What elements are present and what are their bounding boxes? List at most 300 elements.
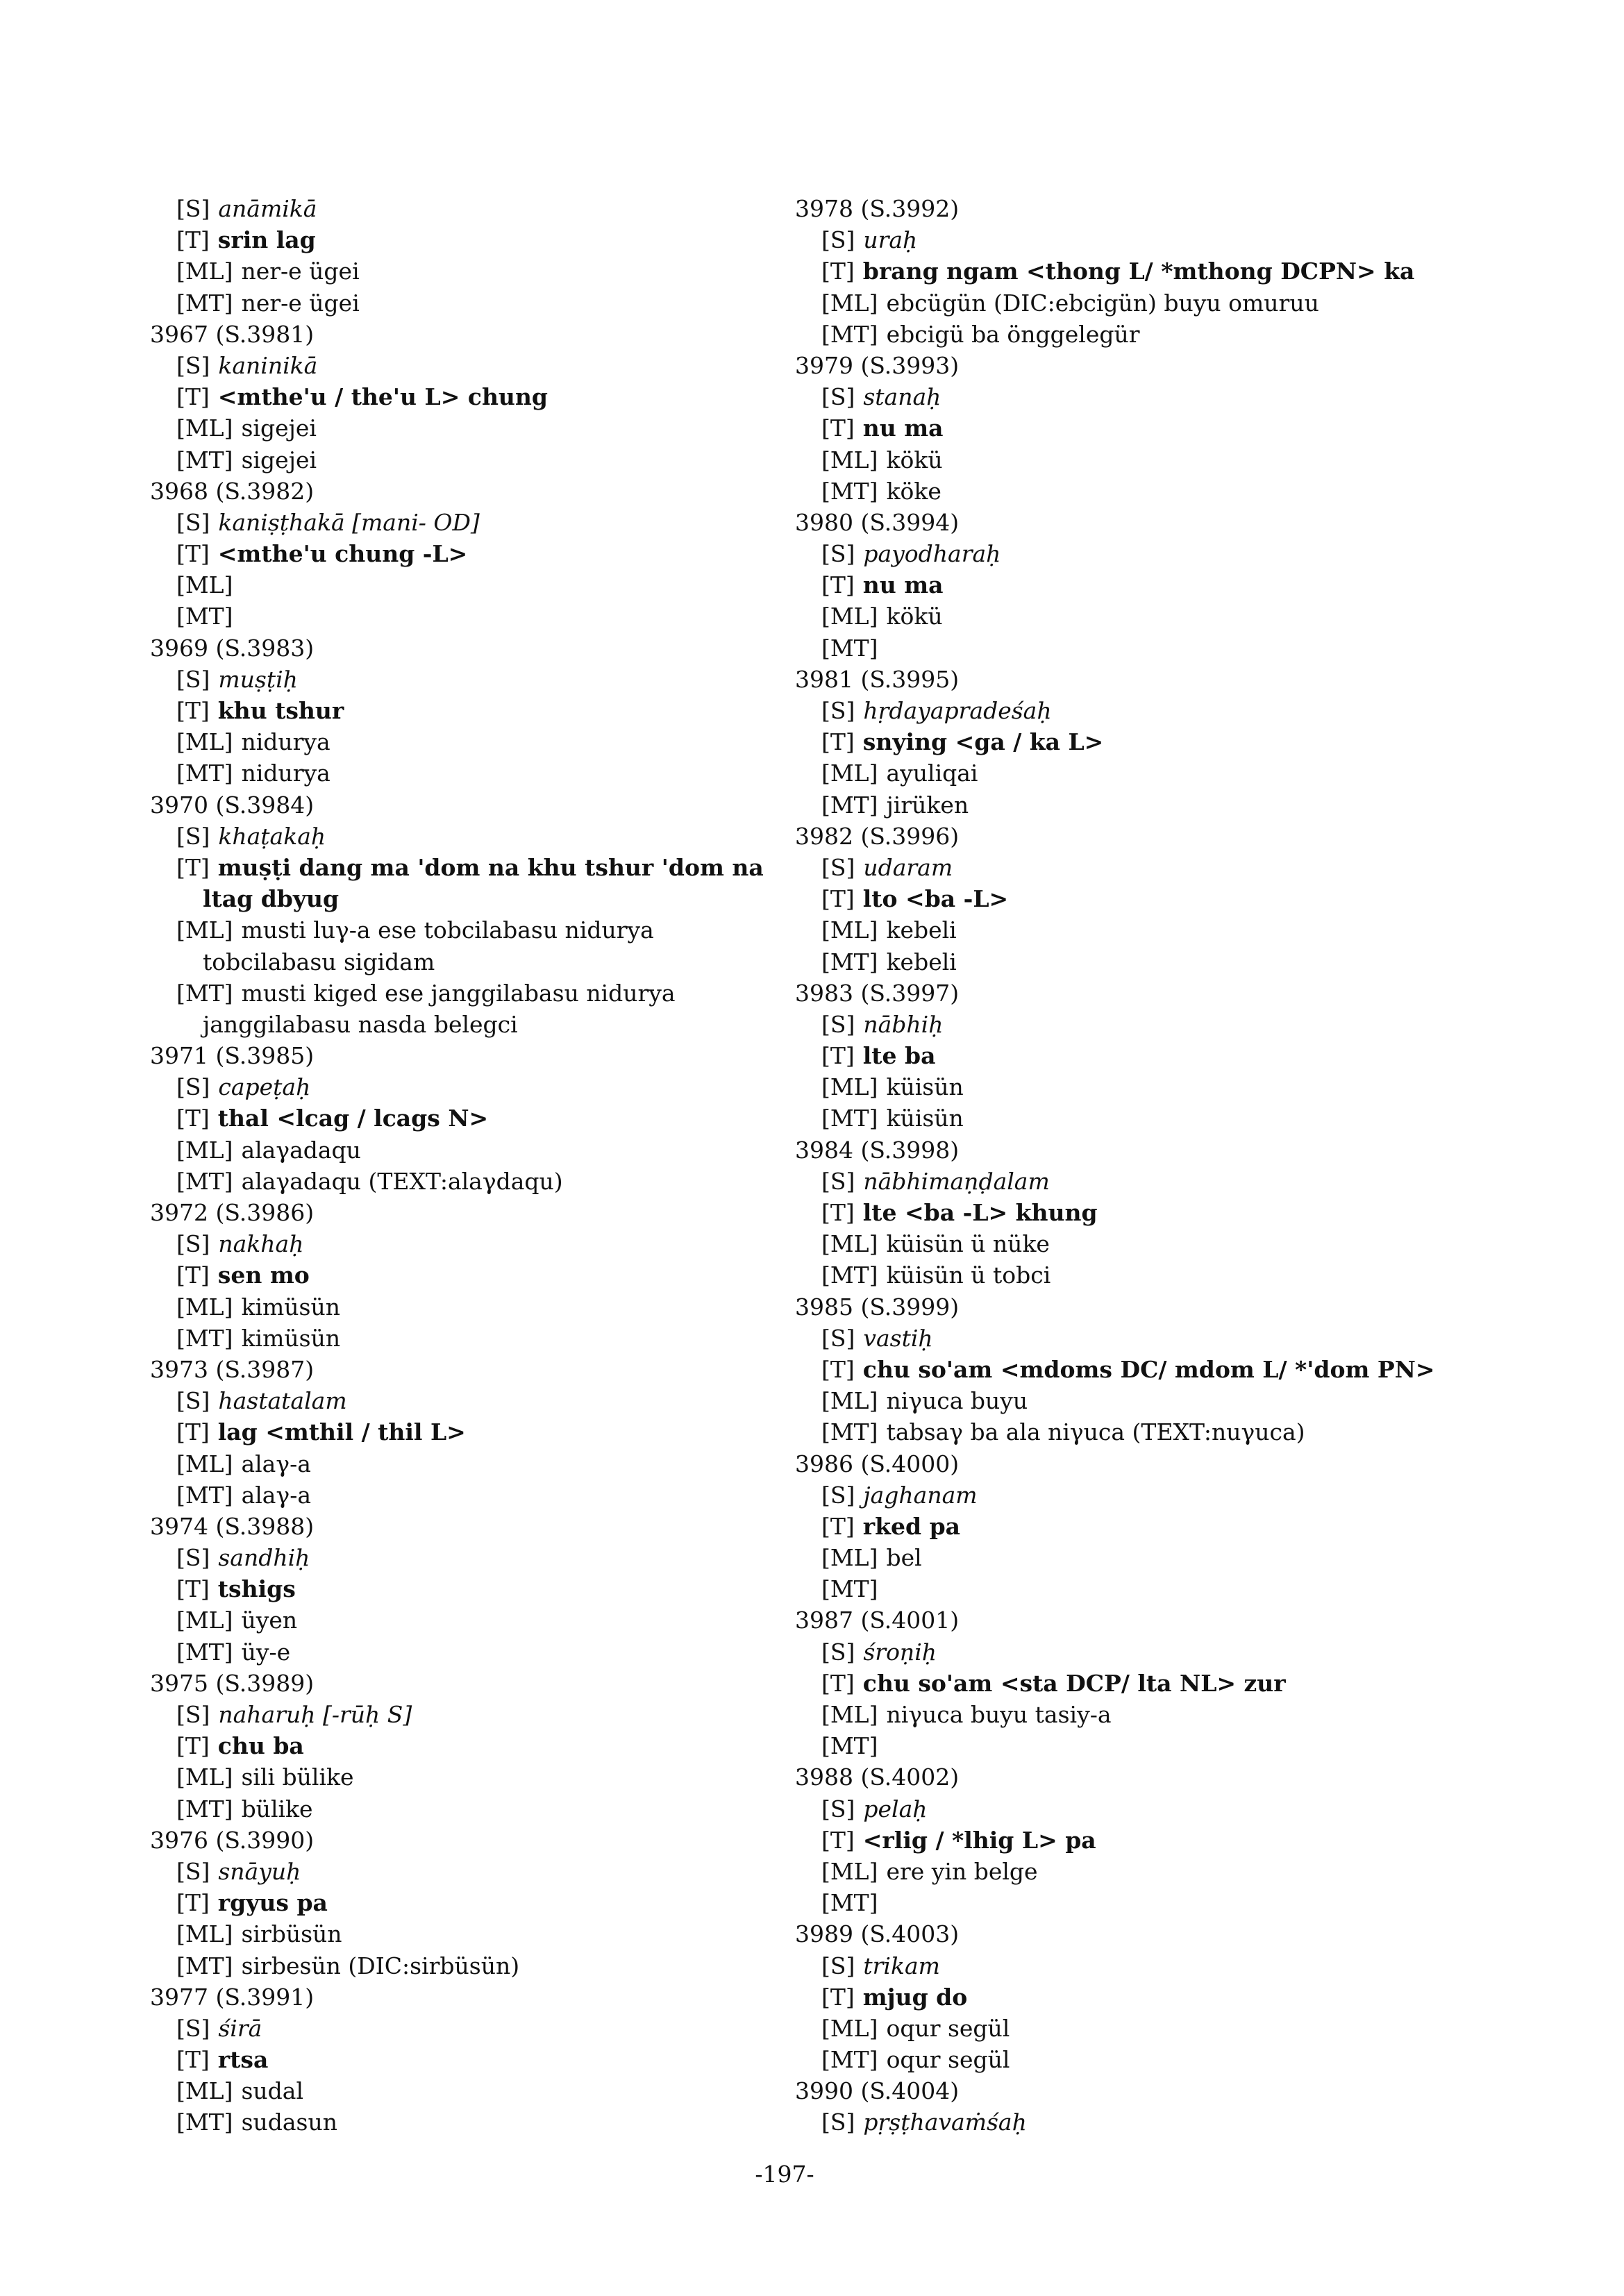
field-line xyxy=(795,1259,1489,1291)
field-value: uraḥ xyxy=(863,226,918,254)
entry-number: 3971 (S.3985) xyxy=(150,1042,315,1070)
field-line xyxy=(150,444,844,476)
field-tag: [MT] xyxy=(176,1638,233,1666)
field-value: niγuca buyu tasiy-a xyxy=(886,1701,1112,1728)
field-value: sigejei xyxy=(241,446,317,474)
entry-number: 3986 (S.4000) xyxy=(795,1450,960,1477)
field-tag: [ML] xyxy=(821,1073,878,1101)
field-value: küisün xyxy=(886,1073,964,1101)
field-tag: [MT] xyxy=(176,1952,233,1979)
field-line xyxy=(795,1636,1489,1668)
field-tag: [S] xyxy=(176,1387,210,1415)
entry-number: 3976 (S.3990) xyxy=(150,1826,315,1854)
field-tag: [S] xyxy=(176,1230,210,1258)
entry-number: 3984 (S.3998) xyxy=(795,1136,960,1164)
field-tag: [T] xyxy=(176,1889,210,1917)
field-value: ere yin belge xyxy=(886,1857,1038,1885)
entry-number: 3988 (S.4002) xyxy=(795,1763,960,1791)
field-line xyxy=(795,1730,1489,1761)
field-value: mjug do xyxy=(862,1983,968,2011)
field-line xyxy=(795,1354,1489,1385)
field-value: śroṇiḥ xyxy=(863,1638,937,1666)
field-value: nābhimaṇḍalam xyxy=(863,1167,1050,1195)
field-line xyxy=(150,224,844,255)
field-tag: [S] xyxy=(821,1952,855,1979)
field-line xyxy=(795,1887,1489,1918)
field-line xyxy=(795,476,1489,507)
field-line xyxy=(150,1604,844,1636)
field-line xyxy=(795,1981,1489,2013)
field-line xyxy=(150,350,844,381)
field-line xyxy=(795,1511,1489,1542)
field-tag: [ML] xyxy=(176,1293,233,1321)
field-line xyxy=(150,287,844,319)
entry-number: 3985 (S.3999) xyxy=(795,1293,960,1321)
field-line xyxy=(795,883,1489,914)
field-continuation: ltag dbyug xyxy=(203,885,340,913)
field-tag: [S] xyxy=(176,1544,210,1572)
field-line xyxy=(150,978,844,1009)
field-line xyxy=(795,1480,1489,1511)
field-tag: [T] xyxy=(821,728,855,756)
field-line xyxy=(795,852,1489,883)
field-tag: [MT] xyxy=(821,2046,878,2074)
field-tag: [T] xyxy=(176,697,210,724)
field-line xyxy=(150,255,844,287)
entry-number: 3981 (S.3995) xyxy=(795,665,960,693)
field-value: ner-e ügei xyxy=(241,258,360,285)
field-value: khaṭakaḥ xyxy=(218,822,326,850)
field-tag: [T] xyxy=(176,1105,210,1132)
left-column xyxy=(150,193,844,2138)
field-tag: [S] xyxy=(821,540,855,568)
field-tag: [T] xyxy=(176,1262,210,1289)
field-tag: [ML] xyxy=(821,1857,878,1885)
field-value: khu tshur xyxy=(217,697,344,724)
field-line xyxy=(150,1228,844,1259)
field-line xyxy=(795,1542,1489,1573)
field-value: oqur segül xyxy=(886,2046,1010,2074)
field-line xyxy=(795,381,1489,412)
field-continuation: janggilabasu nasda belegci xyxy=(203,1010,518,1038)
field-line xyxy=(150,2106,844,2138)
field-value: sandhiḥ xyxy=(218,1544,310,1572)
field-tag: [MT] xyxy=(176,1167,233,1195)
field-value: kimüsün xyxy=(241,1293,340,1321)
field-tag: [MT] xyxy=(176,760,233,787)
field-line xyxy=(795,569,1489,601)
field-line xyxy=(150,1416,844,1448)
field-line xyxy=(795,412,1489,444)
field-tag: [MT] xyxy=(821,634,878,662)
field-line xyxy=(150,2075,844,2106)
entry-number: 3983 (S.3997) xyxy=(795,979,960,1007)
field-tag: [MT] xyxy=(821,1575,878,1603)
field-value: bel xyxy=(886,1544,922,1572)
field-tag: [ML] xyxy=(821,1230,878,1258)
field-line xyxy=(795,695,1489,726)
field-value: thal <lcag / lcags N> xyxy=(217,1105,489,1132)
field-tag: [ML] xyxy=(821,1701,878,1728)
field-tag: [ML] xyxy=(176,1607,233,1634)
field-value: musti kiged ese janggilabasu niduryа xyxy=(241,979,676,1007)
field-line xyxy=(795,946,1489,978)
field-value: rgyus pa xyxy=(217,1889,328,1917)
field-tag: [S] xyxy=(176,1073,210,1101)
page-number: -197- xyxy=(755,2161,814,2188)
field-line xyxy=(150,1730,844,1761)
field-value: üy-e xyxy=(241,1638,291,1666)
field-line xyxy=(795,1699,1489,1730)
field-line xyxy=(150,1573,844,1604)
field-tag: [MT] xyxy=(176,1324,233,1352)
entry-number: 3969 (S.3983) xyxy=(150,634,315,662)
field-value: payodharaḥ xyxy=(863,540,1001,568)
field-tag: [T] xyxy=(821,258,855,285)
field-tag: [ML] xyxy=(176,916,233,944)
field-line xyxy=(150,193,844,224)
field-line xyxy=(150,852,844,883)
field-value: niduryа xyxy=(241,728,330,756)
field-tag: [ML] xyxy=(821,916,878,944)
field-value: kebeli xyxy=(886,916,957,944)
field-tag: [ML] xyxy=(176,571,233,599)
field-value: kaniṣṭhakā [mani- OD] xyxy=(218,508,480,536)
field-tag: [T] xyxy=(821,571,855,599)
field-value: muṣṭiḥ xyxy=(218,665,298,693)
field-line xyxy=(150,664,844,695)
field-line xyxy=(150,1259,844,1291)
field-tag: [MT] xyxy=(176,603,233,630)
field-value: anāmikā xyxy=(218,195,317,222)
field-line xyxy=(795,1040,1489,1071)
field-tag: [MT] xyxy=(821,1262,878,1289)
field-tag: [S] xyxy=(821,697,855,724)
field-line xyxy=(795,914,1489,946)
field-tag: [T] xyxy=(821,1669,855,1697)
field-line xyxy=(795,1825,1489,1856)
field-value: jaghanam xyxy=(863,1481,978,1509)
field-line xyxy=(795,287,1489,319)
field-line xyxy=(795,757,1489,789)
field-value: udaram xyxy=(863,853,953,881)
field-tag: [S] xyxy=(176,1701,210,1728)
field-value: stanaḥ xyxy=(863,383,941,411)
field-value: nu ma xyxy=(862,414,944,442)
field-value: pṛṣṭhavaṁśaḥ xyxy=(863,2109,1027,2136)
field-line xyxy=(150,538,844,569)
field-line xyxy=(795,1385,1489,1416)
field-tag: [ML] xyxy=(176,1450,233,1477)
field-value: śirā xyxy=(218,2014,262,2042)
field-value: hṛdayapradeśaḥ xyxy=(863,697,1052,724)
field-line xyxy=(150,1636,844,1668)
field-value: muṣṭi dang ma 'dom na khu tshur 'dom na xyxy=(217,853,764,881)
field-value: capeṭaḥ xyxy=(218,1073,311,1101)
field-tag: [ML] xyxy=(821,603,878,630)
field-value: <mthe'u chung -L> xyxy=(217,540,468,568)
field-tag: [MT] xyxy=(821,791,878,819)
field-value: alaγ-a xyxy=(241,1481,312,1509)
field-line xyxy=(150,1071,844,1103)
field-tag: [MT] xyxy=(176,289,233,317)
field-tag: [ML] xyxy=(821,2014,878,2042)
field-line xyxy=(150,821,844,852)
field-value: niduryа xyxy=(241,760,330,787)
field-line xyxy=(795,632,1489,664)
field-tag: [S] xyxy=(821,226,855,254)
field-line xyxy=(150,381,844,412)
entry-number: 3979 (S.3993) xyxy=(795,351,960,379)
field-value: brang ngam <thong L/ *mthong DCPN> ka xyxy=(862,258,1415,285)
field-line xyxy=(150,1918,844,1950)
field-value: srin lag xyxy=(217,226,316,254)
field-line xyxy=(150,1950,844,1981)
field-line xyxy=(795,1668,1489,1699)
field-line xyxy=(150,1699,844,1730)
field-value: sen mo xyxy=(217,1262,310,1289)
field-line xyxy=(150,1448,844,1480)
field-value: tshigs xyxy=(217,1575,296,1603)
field-tag: [S] xyxy=(176,195,210,222)
field-tag: [T] xyxy=(821,1042,855,1070)
field-line xyxy=(795,1166,1489,1197)
field-value: hastatalam xyxy=(218,1387,347,1415)
field-value: chu ba xyxy=(217,1732,304,1760)
entry-number: 3967 (S.3981) xyxy=(150,320,315,348)
field-value: ayuliqai xyxy=(886,760,978,787)
field-tag: [MT] xyxy=(821,477,878,505)
field-tag: [MT] xyxy=(176,446,233,474)
field-line xyxy=(150,1323,844,1354)
entry-number: 3968 (S.3982) xyxy=(150,477,315,505)
field-value: kebeli xyxy=(886,948,957,975)
field-value: tabsaγ ba ala niγuca (TEXT:nuγuca) xyxy=(886,1418,1305,1446)
field-line xyxy=(150,1793,844,1825)
field-value: <rlig / *lhig L> pa xyxy=(862,1826,1096,1854)
field-value: sudasun xyxy=(241,2109,337,2136)
field-value: kökü xyxy=(886,446,943,474)
entry-number: 3974 (S.3988) xyxy=(150,1512,315,1540)
field-line xyxy=(150,695,844,726)
field-value: trikam xyxy=(863,1952,940,1979)
field-tag: [MT] xyxy=(821,1105,878,1132)
field-tag: [S] xyxy=(821,1010,855,1038)
field-line xyxy=(150,569,844,601)
field-tag: [S] xyxy=(176,665,210,693)
field-line xyxy=(150,726,844,757)
field-tag: [S] xyxy=(821,1481,855,1509)
field-value: üyen xyxy=(241,1607,298,1634)
field-tag: [MT] xyxy=(176,1795,233,1822)
field-value: ner-e ügei xyxy=(241,289,360,317)
field-value: kökü xyxy=(886,603,943,630)
entry-number: 3989 (S.4003) xyxy=(795,1920,960,1948)
entry-number: 3980 (S.3994) xyxy=(795,508,960,536)
field-line xyxy=(795,2106,1489,2138)
field-tag: [ML] xyxy=(176,2077,233,2105)
field-tag: [T] xyxy=(821,1199,855,1226)
field-line xyxy=(795,1950,1489,1981)
field-tag: [T] xyxy=(821,414,855,442)
field-line xyxy=(150,507,844,538)
entry-number: 3990 (S.4004) xyxy=(795,2077,960,2105)
field-value: sirbesün (DIC:sirbüsün) xyxy=(241,1952,520,1979)
field-tag: [S] xyxy=(821,383,855,411)
field-tag: [S] xyxy=(176,351,210,379)
field-line xyxy=(150,1887,844,1918)
entry-number: 3978 (S.3992) xyxy=(795,195,960,222)
field-value: nu ma xyxy=(862,571,944,599)
field-value: sigejei xyxy=(241,414,317,442)
field-tag: [T] xyxy=(821,885,855,913)
field-line xyxy=(795,1573,1489,1604)
field-line xyxy=(795,1856,1489,1887)
field-tag: [ML] xyxy=(821,289,878,317)
field-line xyxy=(795,255,1489,287)
field-value: küisün xyxy=(886,1105,964,1132)
field-line xyxy=(150,1761,844,1793)
field-tag: [S] xyxy=(176,2014,210,2042)
field-tag: [MT] xyxy=(821,1418,878,1446)
field-line xyxy=(795,1323,1489,1354)
field-tag: [ML] xyxy=(821,446,878,474)
field-value: musti luγ-a ese tobcilabasu niduryа xyxy=(241,916,654,944)
field-line xyxy=(150,757,844,789)
field-line xyxy=(795,1103,1489,1134)
field-line xyxy=(795,1071,1489,1103)
field-value: alaγadaqu (TEXT:alaγdaqu) xyxy=(241,1167,563,1195)
field-tag: [T] xyxy=(176,853,210,881)
field-line xyxy=(795,601,1489,632)
field-tag: [ML] xyxy=(821,1544,878,1572)
field-line xyxy=(795,1228,1489,1259)
entry-number: 3987 (S.4001) xyxy=(795,1607,960,1634)
field-tag: [S] xyxy=(821,1167,855,1195)
field-tag: [T] xyxy=(176,1732,210,1760)
field-value: bülike xyxy=(241,1795,313,1822)
field-tag: [ML] xyxy=(176,1763,233,1791)
field-line xyxy=(795,1197,1489,1228)
field-value: kimüsün xyxy=(241,1324,341,1352)
field-tag: [S] xyxy=(176,1857,210,1885)
field-value: rtsa xyxy=(217,2046,269,2074)
field-value: pelaḥ xyxy=(863,1795,928,1822)
field-value: jirüken xyxy=(886,791,969,819)
field-line xyxy=(795,2013,1489,2044)
field-line xyxy=(150,412,844,444)
field-value: <mthe'u / the'u L> chung xyxy=(217,383,548,411)
field-tag: [T] xyxy=(176,540,210,568)
field-value: küisün ü tobci xyxy=(886,1262,1051,1289)
field-line xyxy=(795,1793,1489,1825)
field-tag: [MT] xyxy=(176,2109,233,2136)
field-value: alaγ-a xyxy=(241,1450,311,1477)
field-tag: [T] xyxy=(821,1983,855,2011)
field-line xyxy=(795,224,1489,255)
field-tag: [ML] xyxy=(176,728,233,756)
field-tag: [T] xyxy=(821,1355,855,1383)
field-value: nakhaḥ xyxy=(218,1230,304,1258)
field-value: alaγadaqu xyxy=(241,1136,361,1164)
field-tag: [MT] xyxy=(176,1481,233,1509)
field-value: kaninikā xyxy=(218,351,318,379)
entry-number: 3982 (S.3996) xyxy=(795,822,960,850)
field-tag: [ML] xyxy=(176,414,233,442)
field-line xyxy=(150,1291,844,1323)
field-tag: [MT] xyxy=(821,1732,878,1760)
field-line xyxy=(150,1103,844,1134)
field-line xyxy=(150,1480,844,1511)
field-line xyxy=(150,1385,844,1416)
field-line xyxy=(150,1542,844,1573)
field-value: chu so'am <mdoms DC/ mdom L/ *'dom PN> xyxy=(862,1355,1435,1383)
field-line xyxy=(150,914,844,946)
field-tag: [MT] xyxy=(821,320,878,348)
field-line xyxy=(795,444,1489,476)
field-line xyxy=(150,2013,844,2044)
field-line xyxy=(150,1166,844,1197)
entry-number: 3972 (S.3986) xyxy=(150,1199,315,1226)
field-value: lto <ba -L> xyxy=(862,885,1009,913)
field-value: oqur segül xyxy=(886,2014,1010,2042)
field-line xyxy=(150,1134,844,1166)
field-value: ebcigü ba önggelegür xyxy=(886,320,1140,348)
field-tag: [ML] xyxy=(821,1387,878,1415)
field-value: sirbüsün xyxy=(241,1920,342,1948)
field-tag: [S] xyxy=(176,508,210,536)
field-tag: [S] xyxy=(821,1795,855,1822)
field-tag: [S] xyxy=(821,1638,855,1666)
entry-number: 3973 (S.3987) xyxy=(150,1355,315,1383)
field-value: niγuca buyu xyxy=(886,1387,1028,1415)
field-tag: [T] xyxy=(821,1826,855,1854)
field-value: sili bülike xyxy=(241,1763,354,1791)
field-value: rked pa xyxy=(862,1512,961,1540)
field-line xyxy=(795,726,1489,757)
field-value: köke xyxy=(886,477,941,505)
field-tag: [S] xyxy=(176,822,210,850)
field-value: snāyuḥ xyxy=(218,1857,301,1885)
field-tag: [ML] xyxy=(821,760,878,787)
field-value: snying <ga / ka L> xyxy=(862,728,1104,756)
field-tag: [T] xyxy=(176,383,210,411)
field-value: lag <mthil / thil L> xyxy=(217,1418,466,1446)
field-value: vastiḥ xyxy=(863,1324,933,1352)
field-tag: [S] xyxy=(821,2109,855,2136)
field-tag: [ML] xyxy=(176,258,233,285)
field-line xyxy=(795,789,1489,821)
field-line xyxy=(150,601,844,632)
field-tag: [T] xyxy=(176,1418,210,1446)
field-value: lte ba xyxy=(862,1042,936,1070)
field-tag: [ML] xyxy=(176,1920,233,1948)
field-line xyxy=(150,1856,844,1887)
field-tag: [MT] xyxy=(176,979,233,1007)
field-tag: [T] xyxy=(176,2046,210,2074)
field-value: lte <ba -L> khung xyxy=(862,1199,1098,1226)
field-continuation: tobcilabasu sigidam xyxy=(203,948,435,975)
field-value: küisün ü nüke xyxy=(886,1230,1050,1258)
field-value: naharuḥ [-rūḥ S] xyxy=(218,1701,412,1728)
field-line xyxy=(795,538,1489,569)
field-tag: [T] xyxy=(176,1575,210,1603)
field-value: ebcügün (DIC:ebcigün) buyu omuruu xyxy=(886,289,1319,317)
field-tag: [S] xyxy=(821,1324,855,1352)
field-line xyxy=(795,2044,1489,2075)
field-value: nābhiḥ xyxy=(863,1010,944,1038)
field-line xyxy=(795,319,1489,350)
